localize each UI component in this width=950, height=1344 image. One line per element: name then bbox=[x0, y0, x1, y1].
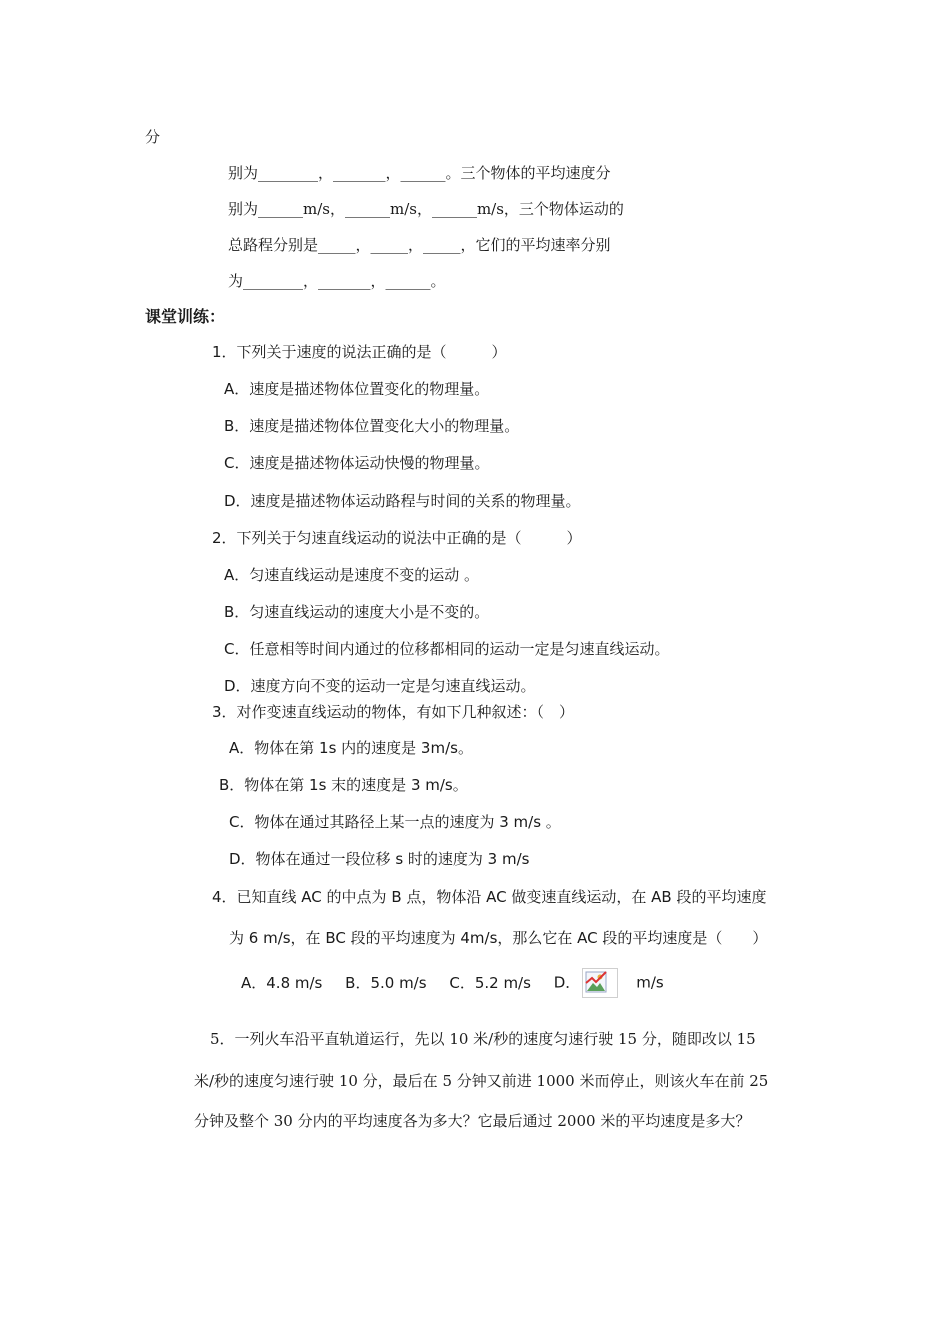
intro-line-3: 总路程分别是_____，_____，_____，它们的平均速率分别 bbox=[228, 236, 611, 254]
q3-option-a: A．物体在第 1s 内的速度是 3m/s。 bbox=[229, 739, 473, 757]
q4-option-d-prefix: D． bbox=[553, 973, 581, 992]
q2-option-b: B．匀速直线运动的速度大小是不变的。 bbox=[224, 603, 490, 621]
intro-line-2: 别为______m/s，______m/s，______m/s，三个物体运动的 bbox=[228, 200, 624, 218]
q1-option-a: A．速度是描述物体位置变化的物理量。 bbox=[224, 380, 490, 398]
q5-line-1: 5．一列火车沿平直轨道运行，先以 10 米/秒的速度匀速行驶 15 分，随即改以 15 bbox=[210, 1030, 756, 1048]
intro-line-4: 为________，_______，______。 bbox=[228, 272, 446, 290]
q4-option-d-suffix: m/s bbox=[636, 973, 664, 992]
q3-option-d: D．物体在通过一段位移 s 时的速度为 3 m/s bbox=[229, 850, 530, 868]
intro-line-0: 分 bbox=[145, 128, 161, 146]
q4-option-c: C．5.2 m/s bbox=[449, 973, 531, 992]
broken-image-icon bbox=[582, 968, 618, 998]
q2-option-c: C．任意相等时间内通过的位移都相同的运动一定是匀速直线运动。 bbox=[224, 640, 670, 658]
q3-stem: 3．对作变速直线运动的物体，有如下几种叙述：（ ） bbox=[212, 703, 575, 721]
q4-stem-line-1: 4．已知直线 AC 的中点为 B 点，物体沿 AC 做变速直线运动，在 AB 段的平均速度 bbox=[212, 888, 767, 906]
q2-option-a: A．匀速直线运动是速度不变的运动 。 bbox=[224, 566, 480, 584]
q4-option-a: A．4.8 m/s bbox=[241, 973, 323, 992]
q3-option-c: C．物体在通过其路径上某一点的速度为 3 m/s 。 bbox=[229, 813, 561, 831]
q2-stem: 2．下列关于匀速直线运动的说法中正确的是（ ） bbox=[212, 529, 582, 547]
q4-stem-line-2: 为 6 m/s，在 BC 段的平均速度为 4m/s，那么它在 AC 段的平均速度是（ ） bbox=[229, 929, 768, 947]
q5-line-3: 分钟及整个 30 分内的平均速度各为多大？它最后通过 2000 米的平均速度是多大？ bbox=[194, 1112, 751, 1130]
q1-stem: 1．下列关于速度的说法正确的是（ ） bbox=[212, 343, 507, 361]
q1-option-c: C．速度是描述物体运动快慢的物理量。 bbox=[224, 454, 490, 472]
q2-option-d: D．速度方向不变的运动一定是匀速直线运动。 bbox=[224, 677, 536, 695]
q4-options bbox=[241, 968, 664, 998]
q1-option-d: D．速度是描述物体运动路程与时间的关系的物理量。 bbox=[224, 492, 581, 510]
intro-line-1: 别为________，_______，______。三个物体的平均速度分 bbox=[228, 164, 611, 182]
q5-line-2: 米/秒的速度匀速行驶 10 分，最后在 5 分钟又前进 1000 米而停止，则该火车在前 25 bbox=[194, 1072, 769, 1090]
q1-option-b: B．速度是描述物体位置变化大小的物理量。 bbox=[224, 417, 520, 435]
q4-option-b: B．5.0 m/s bbox=[345, 973, 427, 992]
q3-option-b: B．物体在第 1s 末的速度是 3 m/s。 bbox=[219, 776, 468, 794]
section-heading: 课堂训练： bbox=[145, 307, 226, 326]
